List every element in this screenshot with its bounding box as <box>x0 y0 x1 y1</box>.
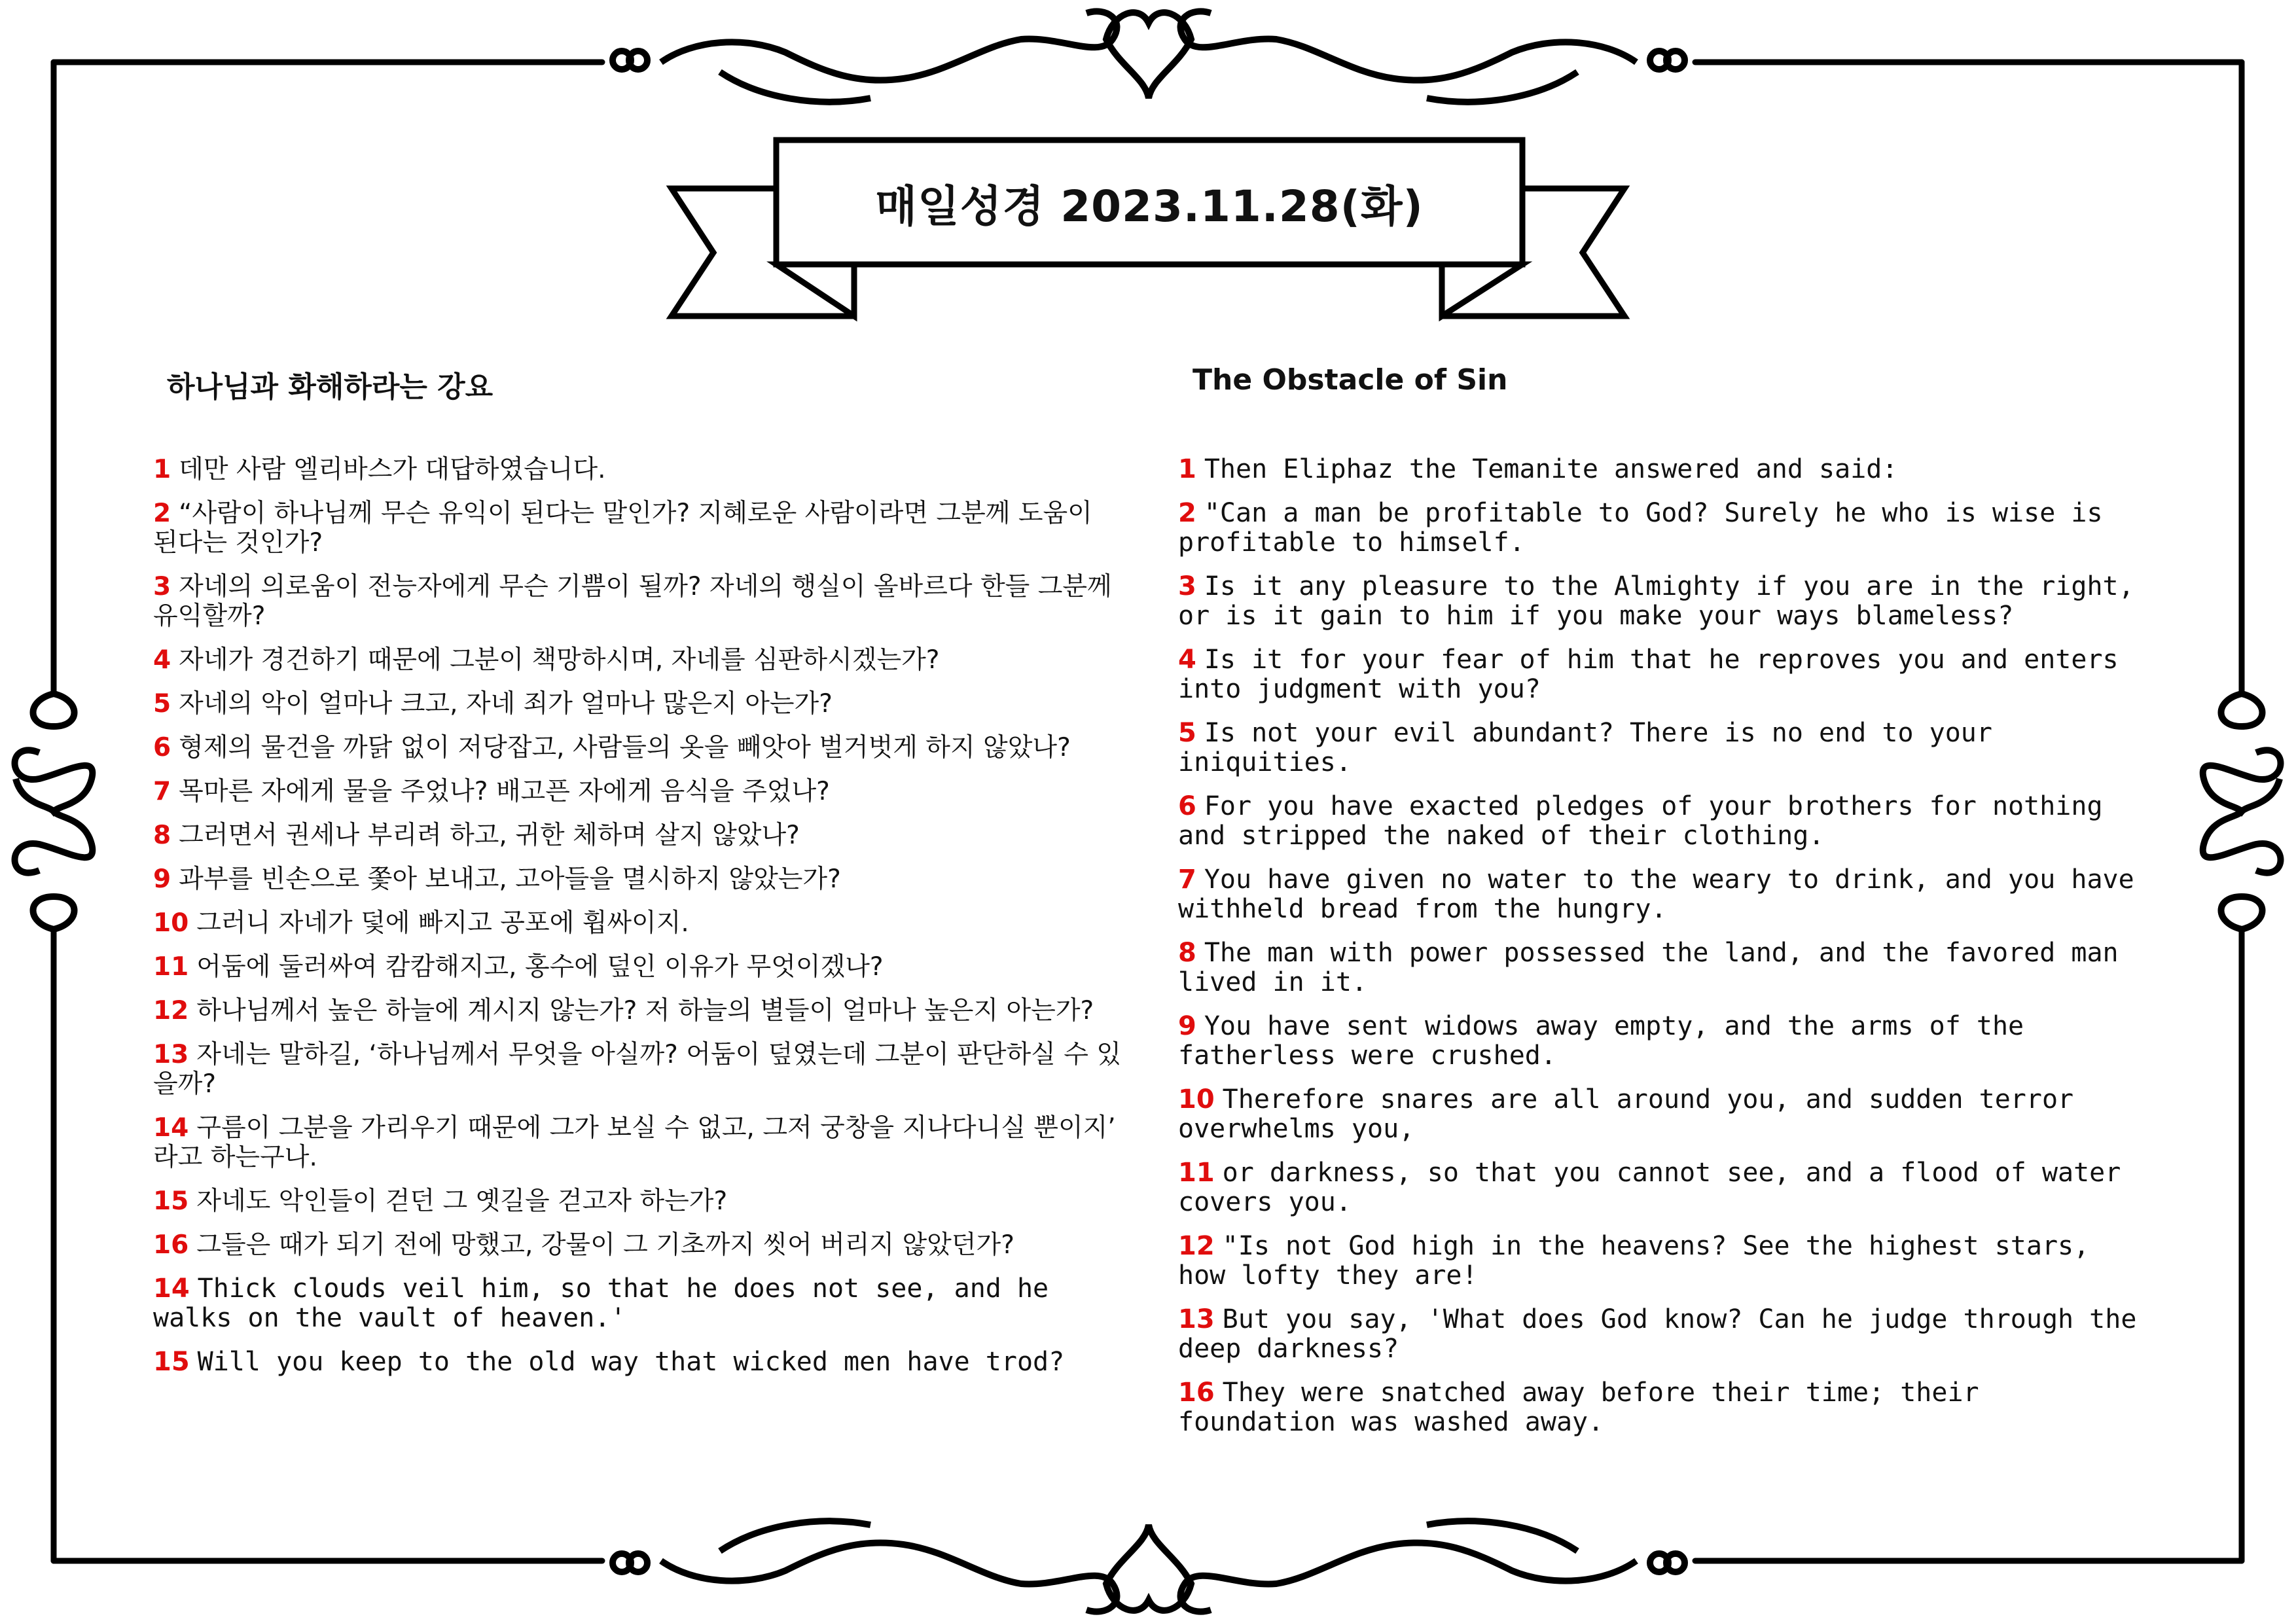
verse-number: 12 <box>153 996 189 1026</box>
verse-text: 데만 사람 엘리바스가 대답하였습니다. <box>179 455 606 484</box>
verse-text: You have sent widows away empty, and the arms of the fatherless were crushed. <box>1178 1011 2024 1071</box>
english-verse-list <box>1178 455 2140 1452</box>
verse-item <box>153 996 1122 1026</box>
verse-item <box>153 1274 1122 1333</box>
verse-number: 5 <box>1178 718 1196 748</box>
verse-number: 16 <box>1178 1378 1215 1408</box>
verse-number: 2 <box>1178 498 1196 528</box>
verse-number: 10 <box>153 908 189 938</box>
verse-number: 3 <box>153 572 171 601</box>
verse-text: 어둠에 둘러싸여 캄캄해지고, 홍수에 덮인 이유가 무엇이겠나? <box>196 952 884 982</box>
verse-text: But you say, 'What does God know? Can he judge through the deep darkness? <box>1178 1304 2137 1364</box>
verse-text: 형제의 물건을 까닭 없이 저당잡고, 사람들의 옷을 빼앗아 벌거벗게 하지 않았나? <box>179 733 1071 762</box>
verse-item <box>153 777 1122 806</box>
english-heading: The Obstacle of Sin <box>1193 363 1508 397</box>
bottom-flourish <box>613 1521 1685 1611</box>
verse-item <box>153 865 1122 894</box>
verse-text: Is it for your fear of him that he reproves you and enters into judgment with you? <box>1178 645 2119 704</box>
verse-number: 7 <box>153 777 171 806</box>
verse-item <box>1178 1305 2140 1364</box>
verse-text: 그들은 때가 되기 전에 망했고, 강물이 그 기초까지 씻어 버리지 않았던가? <box>196 1230 1014 1260</box>
verse-number: 13 <box>153 1040 189 1069</box>
verse-text: For you have exacted pledges of your brothers for nothing and stripped the naked of their clothing. <box>1178 791 2103 851</box>
left-flourish <box>15 694 93 929</box>
verse-text: Is it any pleasure to the Almighty if you are in the right, or is it gain to him if you make your ways blameless? <box>1178 571 2134 631</box>
verse-item <box>153 1186 1122 1216</box>
right-flourish <box>2203 694 2281 929</box>
verse-item <box>1178 865 2140 924</box>
verse-number: 8 <box>1178 938 1196 968</box>
verse-number: 11 <box>153 952 189 982</box>
verse-number: 10 <box>1178 1084 1215 1115</box>
verse-text: They were snatched away before their time; their foundation was washed away. <box>1178 1378 1979 1437</box>
verse-number: 1 <box>1178 454 1196 484</box>
verse-item <box>1178 499 2140 558</box>
verse-number: 6 <box>153 733 171 762</box>
verse-text: "Can a man be profitable to God? Surely he who is wise is profitable to himself. <box>1178 498 2103 558</box>
verse-item <box>153 733 1122 762</box>
verse-number: 14 <box>153 1274 190 1304</box>
verse-item <box>1178 455 2140 484</box>
verse-text: 목마른 자에게 물을 주었나? 배고픈 자에게 음식을 주었나? <box>179 777 830 806</box>
verse-item <box>153 1230 1122 1260</box>
verse-text: 자네는 말하길, ‘하나님께서 무엇을 아실까? 어둠이 덮였는데 그분이 판단하실 수 있을까? <box>153 1040 1121 1099</box>
verse-text: “사람이 하나님께 무슨 유익이 된다는 말인가? 지혜로운 사람이라면 그분께 도움이 된다는 것인가? <box>153 499 1092 558</box>
verse-item <box>153 821 1122 850</box>
verse-text: Will you keep to the old way that wicked men have trod? <box>197 1347 1065 1377</box>
verse-number: 14 <box>153 1113 189 1143</box>
verse-item <box>1178 1012 2140 1071</box>
korean-heading: 하나님과 화해하라는 강요 <box>167 370 493 404</box>
verse-item <box>153 1040 1122 1099</box>
verse-number: 3 <box>1178 571 1196 601</box>
verse-item <box>153 689 1122 719</box>
verse-item <box>1178 1085 2140 1144</box>
verse-number: 5 <box>153 689 171 719</box>
verse-text: 그러니 자네가 덫에 빠지고 공포에 휩싸이지. <box>196 908 689 938</box>
verse-item <box>153 908 1122 938</box>
verse-text: 그러면서 권세나 부리려 하고, 귀한 체하며 살지 않았나? <box>179 821 800 850</box>
verse-number: 1 <box>153 455 171 484</box>
verse-text: Thick clouds veil him, so that he does not see, and he walks on the vault of heaven.' <box>153 1274 1049 1333</box>
verse-item <box>1178 1378 2140 1437</box>
verse-number: 6 <box>1178 791 1196 821</box>
verse-text: Then Eliphaz the Temanite answered and said: <box>1204 454 1898 484</box>
verse-number: 13 <box>1178 1304 1215 1334</box>
verse-text: 하나님께서 높은 하늘에 계시지 않는가? 저 하늘의 별들이 얼마나 높은지 아는가? <box>196 996 1094 1026</box>
verse-number: 15 <box>153 1186 189 1216</box>
verse-text: 과부를 빈손으로 쫓아 보내고, 고아들을 멸시하지 않았는가? <box>179 865 841 894</box>
verse-item <box>1178 938 2140 997</box>
verse-item <box>153 1347 1122 1377</box>
verse-item <box>1178 792 2140 851</box>
verse-text: Is not your evil abundant? There is no end to your iniquities. <box>1178 718 1992 777</box>
verse-item <box>153 1113 1122 1172</box>
verse-number: 7 <box>1178 865 1196 895</box>
verse-text: 자네도 악인들이 걷던 그 옛길을 걷고자 하는가? <box>196 1186 728 1216</box>
verse-number: 8 <box>153 821 171 850</box>
verse-text: 구름이 그분을 가리우기 때문에 그가 보실 수 없고, 그저 궁창을 지나다니실 뿐이지’ 라고 하는구나. <box>153 1113 1116 1172</box>
verse-item <box>153 645 1122 675</box>
verse-number: 15 <box>153 1347 190 1377</box>
verse-item <box>1178 572 2140 631</box>
verse-number: 9 <box>153 865 171 894</box>
verse-text: You have given no water to the weary to drink, and you have withheld bread from the hungry. <box>1178 865 2134 924</box>
verse-number: 9 <box>1178 1011 1196 1041</box>
verse-item <box>153 499 1122 558</box>
verse-text: or darkness, so that you cannot see, and a flood of water covers you. <box>1178 1158 2121 1217</box>
top-flourish <box>613 11 1685 101</box>
verse-number: 2 <box>153 499 171 528</box>
verse-text: 자네가 경건하기 때문에 그분이 책망하시며, 자네를 심판하시겠는가? <box>179 645 940 675</box>
verse-item <box>1178 1158 2140 1217</box>
verse-item <box>1178 719 2140 777</box>
verse-text: The man with power possessed the land, and the favored man lived in it. <box>1178 938 2119 997</box>
verse-text: 자네의 의로움이 전능자에게 무슨 기쁨이 될까? 자네의 행실이 올바르다 한들 그분께 유익할까? <box>153 572 1112 631</box>
verse-text: Therefore snares are all around you, and sudden terror overwhelms you, <box>1178 1084 2074 1144</box>
verse-item <box>153 952 1122 982</box>
verse-number: 16 <box>153 1230 189 1260</box>
korean-verse-list <box>153 455 1122 1391</box>
page-title: 매일성경 2023.11.28(화) <box>875 181 1424 232</box>
verse-text: 자네의 악이 얼마나 크고, 자네 죄가 얼마나 많은지 아는가? <box>179 689 833 719</box>
verse-text: "Is not God high in the heavens? See the highest stars, how lofty they are! <box>1178 1231 2090 1291</box>
verse-number: 4 <box>153 645 171 675</box>
verse-item <box>1178 645 2140 704</box>
verse-item <box>1178 1232 2140 1291</box>
verse-number: 12 <box>1178 1231 1215 1261</box>
verse-number: 11 <box>1178 1158 1215 1188</box>
verse-item <box>153 455 1122 484</box>
verse-item <box>153 572 1122 631</box>
verse-number: 4 <box>1178 645 1196 675</box>
